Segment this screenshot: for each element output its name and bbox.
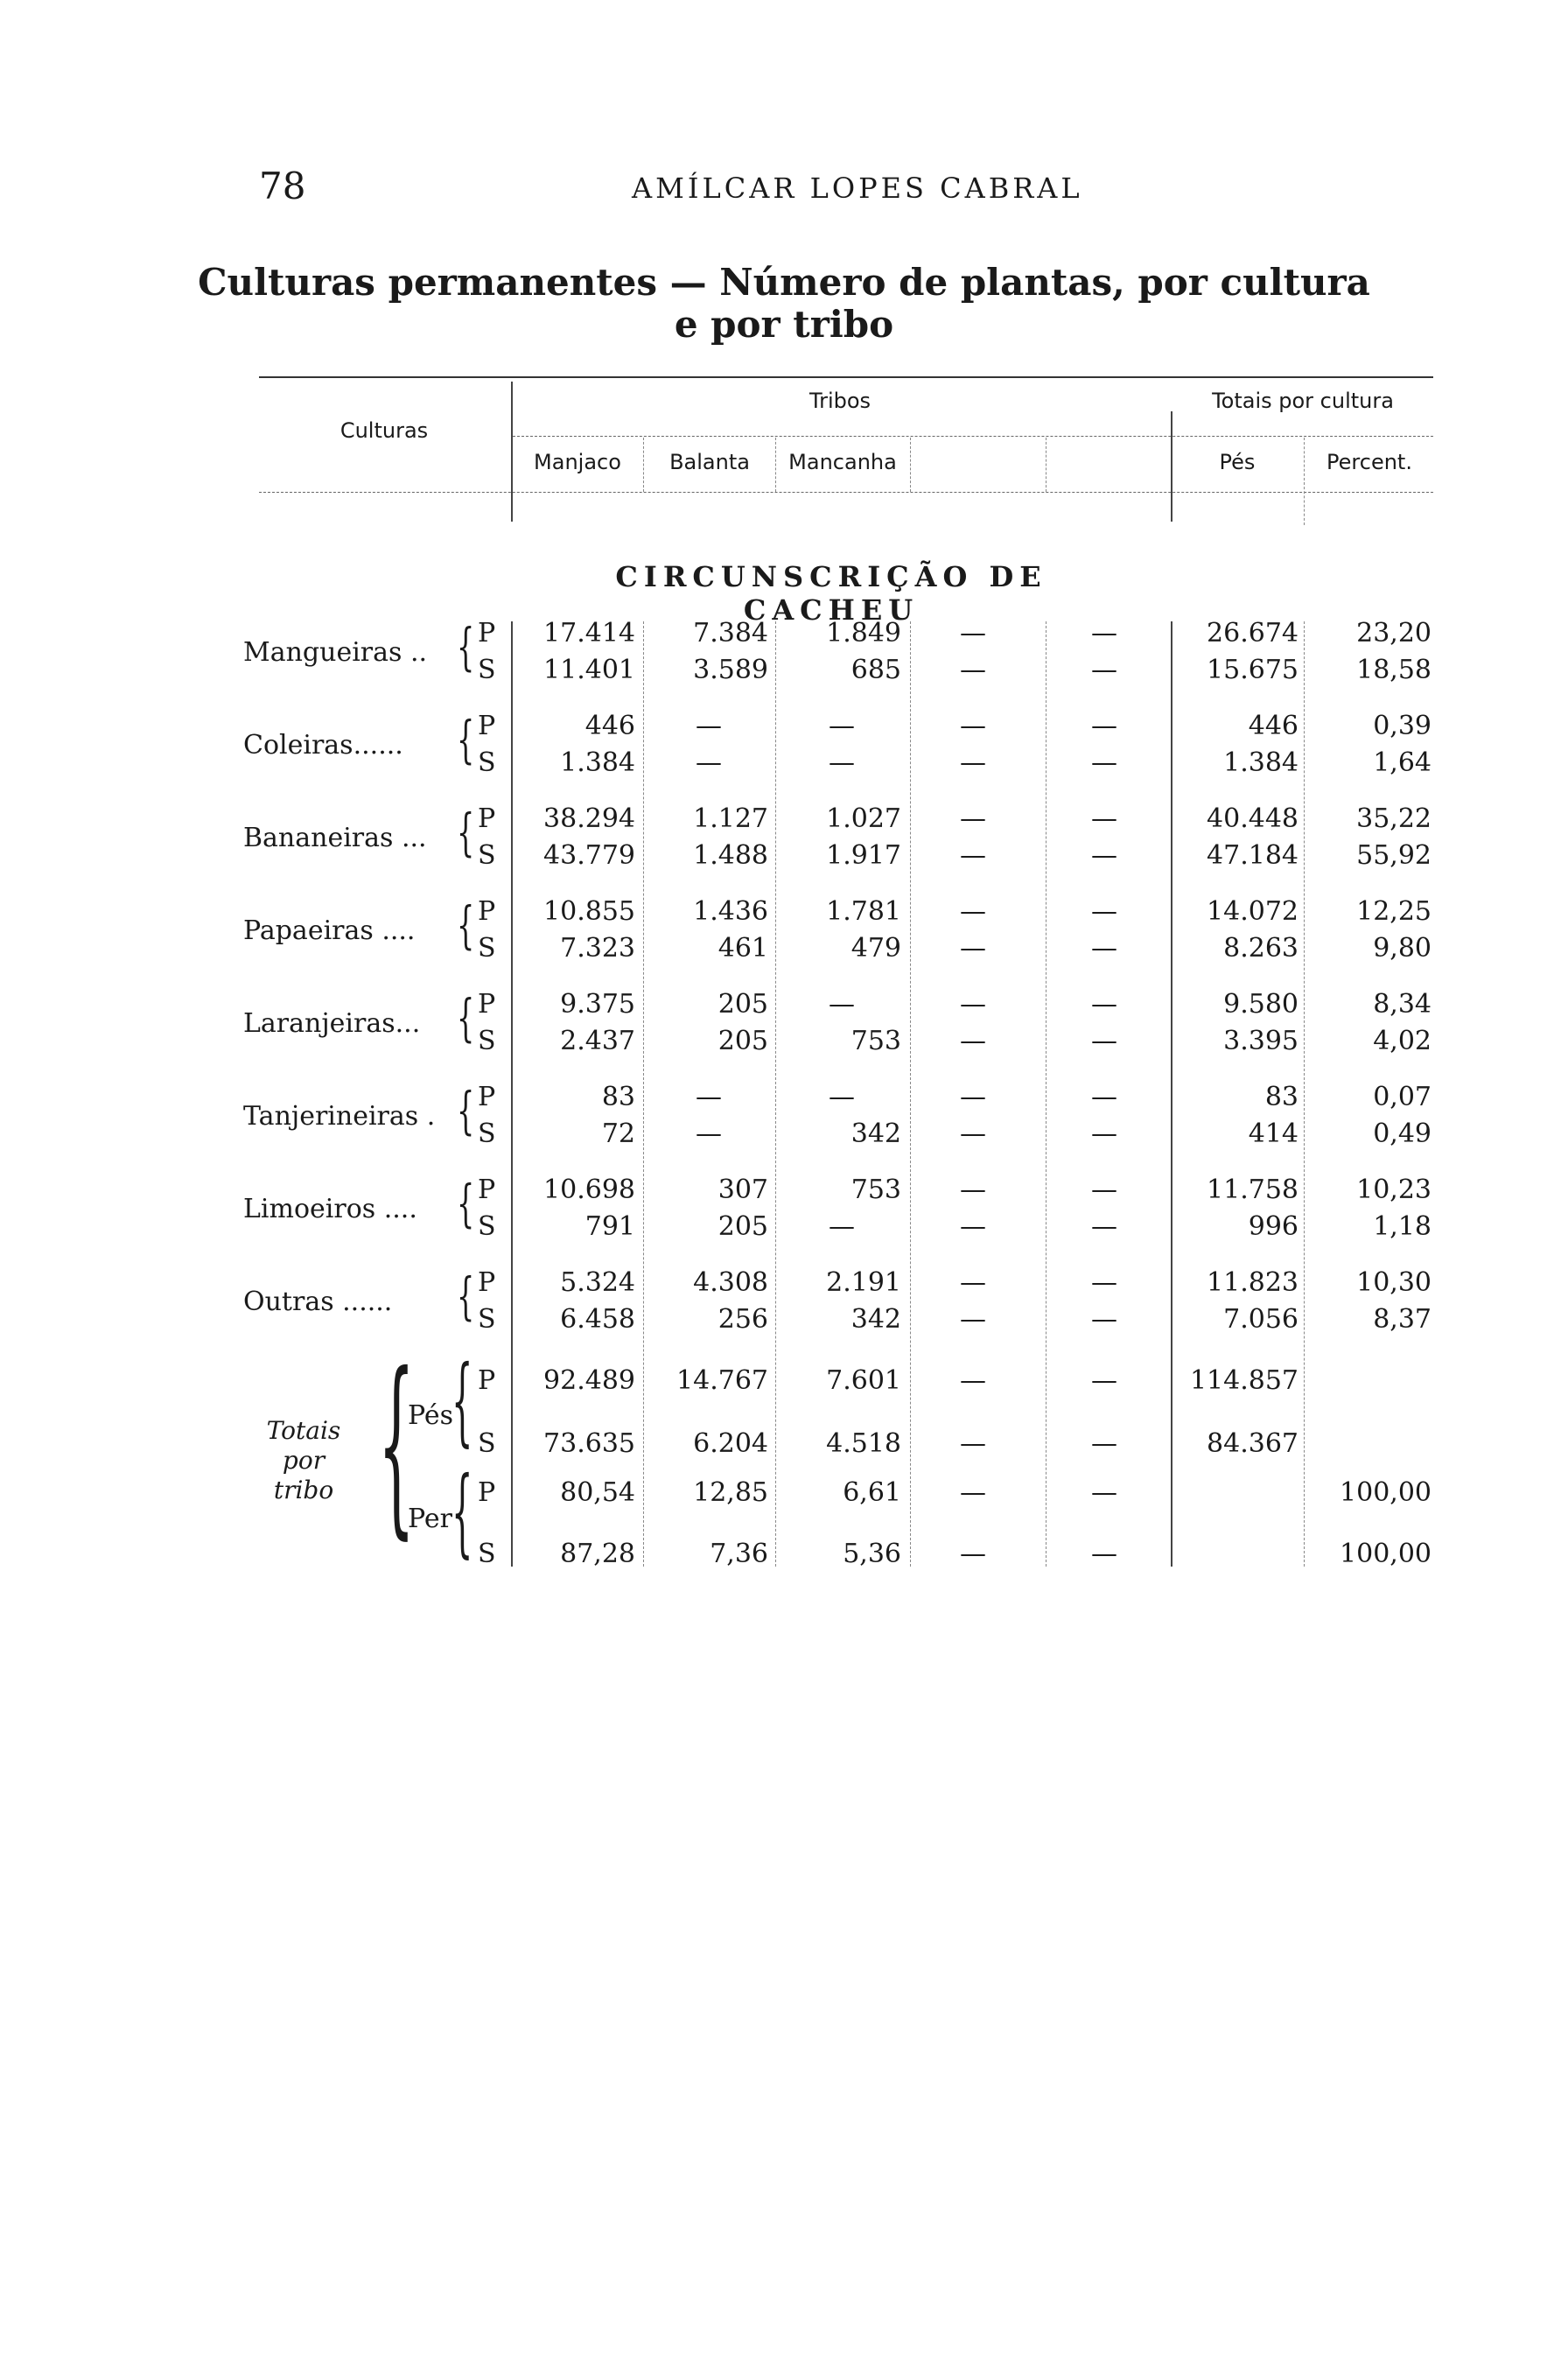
row-s-balanta-cell: 205 [718,1026,768,1056]
row-s-marker: S [478,1211,496,1242]
totals-pes-p-extra-2-cell: — [1091,1365,1117,1396]
row-p-marker: P [478,711,496,741]
row-s-marker: S [478,1026,496,1056]
row-p-extra-2-cell: — [1091,803,1117,834]
table-top-rule [259,376,1433,378]
row-p-balanta-cell: — [696,711,722,741]
row-p-mancanha-cell: — [829,1082,855,1112]
totals-marker: S [478,1539,496,1569]
row-s-total-pes-cell: 47.184 [1207,840,1298,871]
row-s-total-percent-cell: 8,37 [1373,1304,1432,1335]
row-label: Mangueiras .. [243,637,428,668]
row-p-balanta-cell: — [696,1082,722,1112]
row-s-extra-1-cell: — [960,747,986,778]
row-p-balanta-cell: 4.308 [693,1267,768,1298]
header-manjaco: Manjaco [534,450,621,474]
table-title-line-1: Culturas permanentes — Número de plantas, por cultura [198,261,1370,304]
totals-per-p-mancanha-cell: 6,61 [843,1477,901,1508]
totals-per-s-extra-1-cell: — [960,1539,986,1569]
row-p-extra-2-cell: — [1091,618,1117,649]
row-p-marker: P [478,1174,496,1205]
header-mancanha: Mancanha [788,450,897,474]
row-p-extra-2-cell: — [1091,711,1117,741]
totals-per-p-total-percent-cell: 100,00 [1340,1477,1432,1508]
column-divider [910,621,911,1567]
row-s-total-percent-cell: 1,18 [1373,1211,1432,1242]
running-header-author: AMÍLCAR LOPES CABRAL [632,172,1083,205]
row-p-balanta-cell: 307 [718,1174,768,1205]
row-p-total-percent-cell: 35,22 [1356,803,1432,834]
pes-brace: { [452,1344,473,1456]
row-label: Coleiras...... [243,730,403,761]
row-s-extra-1-cell: — [960,1304,986,1335]
row-s-total-pes-cell: 15.675 [1207,655,1298,685]
table-title-line-2: e por tribo [674,303,894,346]
row-s-manjaco-cell: 1.384 [560,747,635,778]
header-percent: Percent. [1326,450,1412,474]
totals-pes-label: Pés [408,1400,453,1431]
row-s-total-pes-cell: 1.384 [1223,747,1298,778]
row-s-manjaco-cell: 7.323 [560,933,635,964]
totals-pes-s-extra-2-cell: — [1091,1428,1117,1459]
row-s-total-percent-cell: 18,58 [1356,655,1432,685]
row-p-manjaco-cell: 10.698 [543,1174,635,1205]
row-p-manjaco-cell: 38.294 [543,803,635,834]
row-p-total-pes-cell: 446 [1248,711,1298,741]
totals-brace: { [378,1332,415,1556]
totals-per-p-balanta-cell: 12,85 [693,1477,768,1508]
row-p-mancanha-cell: 1.781 [826,896,901,927]
header-divider [910,438,911,492]
header-bottom-rule [259,492,1433,493]
row-p-mancanha-cell: 753 [850,1174,901,1205]
row-p-total-percent-cell: 0,07 [1373,1082,1432,1112]
row-s-marker: S [478,747,496,778]
row-s-mancanha-cell: 342 [850,1304,901,1335]
row-s-extra-1-cell: — [960,840,986,871]
totals-marker: P [478,1477,496,1508]
page-number: 78 [259,165,306,207]
row-p-mancanha-cell: — [829,989,855,1020]
header-culturas: Culturas [340,418,429,443]
row-p-mancanha-cell: 2.191 [826,1267,901,1298]
totals-pes-s-total-pes-cell: 84.367 [1207,1428,1298,1459]
totals-marker: P [478,1365,496,1396]
row-label: Bananeiras ... [243,823,427,853]
row-s-mancanha-cell: — [829,747,855,778]
totals-pes-p-balanta-cell: 14.767 [676,1365,768,1396]
row-p-balanta-cell: 7.384 [693,618,768,649]
row-p-mancanha-cell: 1.849 [826,618,901,649]
row-p-balanta-cell: 1.127 [693,803,768,834]
row-s-extra-1-cell: — [960,655,986,685]
row-s-manjaco-cell: 43.779 [543,840,635,871]
totals-pes-p-extra-1-cell: — [960,1365,986,1396]
totals-pes-p-mancanha-cell: 7.601 [826,1365,901,1396]
row-p-manjaco-cell: 17.414 [543,618,635,649]
row-brace: { [457,895,475,955]
row-label: Outras ...... [243,1287,393,1317]
row-brace: { [457,1081,475,1140]
header-tribos: Tribos [808,389,872,413]
totals-per-label: Per [408,1504,452,1534]
row-s-total-pes-cell: 7.056 [1223,1304,1298,1335]
row-p-marker: P [478,1267,496,1298]
row-p-balanta-cell: 1.436 [693,896,768,927]
totals-per-p-manjaco-cell: 80,54 [560,1477,635,1508]
row-p-extra-1-cell: — [960,711,986,741]
row-p-extra-1-cell: — [960,1267,986,1298]
row-p-extra-1-cell: — [960,618,986,649]
row-s-total-percent-cell: 1,64 [1373,747,1432,778]
row-p-marker: P [478,896,496,927]
row-s-total-percent-cell: 4,02 [1373,1026,1432,1056]
row-s-extra-2-cell: — [1091,1304,1117,1335]
row-s-mancanha-cell: 342 [850,1118,901,1149]
row-p-total-pes-cell: 83 [1264,1082,1298,1112]
row-p-total-pes-cell: 26.674 [1207,618,1298,649]
row-brace: { [457,1174,475,1233]
totals-pes-s-extra-1-cell: — [960,1428,986,1459]
column-divider [1171,621,1172,1567]
row-p-extra-2-cell: — [1091,1174,1117,1205]
row-s-total-pes-cell: 996 [1248,1211,1298,1242]
row-s-mancanha-cell: 1.917 [826,840,901,871]
totals-per-s-total-percent-cell: 100,00 [1340,1539,1432,1569]
row-p-manjaco-cell: 5.324 [560,1267,635,1298]
row-p-total-pes-cell: 11.823 [1207,1267,1298,1298]
row-s-mancanha-cell: — [829,1211,855,1242]
column-divider [775,621,776,1567]
row-s-extra-2-cell: — [1091,1211,1117,1242]
row-p-manjaco-cell: 10.855 [543,896,635,927]
row-p-marker: P [478,989,496,1020]
row-p-balanta-cell: 205 [718,989,768,1020]
row-s-total-pes-cell: 3.395 [1223,1026,1298,1056]
row-s-extra-1-cell: — [960,1026,986,1056]
row-s-total-percent-cell: 55,92 [1356,840,1432,871]
row-p-total-percent-cell: 10,23 [1356,1174,1432,1205]
row-p-total-percent-cell: 8,34 [1373,989,1432,1020]
totals-per-s-extra-2-cell: — [1091,1539,1117,1569]
row-s-manjaco-cell: 791 [584,1211,635,1242]
row-p-total-pes-cell: 9.580 [1223,989,1298,1020]
row-p-extra-1-cell: — [960,896,986,927]
totals-pes-s-manjaco-cell: 73.635 [543,1428,635,1459]
header-divider [775,438,776,492]
totals-per-p-extra-2-cell: — [1091,1477,1117,1508]
header-totais: Totais por cultura [1212,389,1394,413]
row-s-balanta-cell: 3.589 [693,655,768,685]
row-p-total-percent-cell: 12,25 [1356,896,1432,927]
per-brace: { [452,1455,473,1567]
row-p-extra-1-cell: — [960,1174,986,1205]
column-divider [1304,621,1305,1567]
row-brace: { [457,617,475,677]
totals-per-s-manjaco-cell: 87,28 [560,1539,635,1569]
row-p-manjaco-cell: 9.375 [560,989,635,1020]
row-p-mancanha-cell: 1.027 [826,803,901,834]
row-s-total-percent-cell: 0,49 [1373,1118,1432,1149]
totals-per-s-balanta-cell: 7,36 [710,1539,768,1569]
row-s-extra-2-cell: — [1091,655,1117,685]
row-s-balanta-cell: — [696,747,722,778]
row-s-marker: S [478,933,496,964]
row-s-extra-2-cell: — [1091,1118,1117,1149]
row-s-manjaco-cell: 11.401 [543,655,635,685]
totals-label-3: tribo [273,1476,334,1504]
totals-label-1: Totais [266,1416,341,1445]
row-s-manjaco-cell: 72 [601,1118,635,1149]
row-p-total-pes-cell: 14.072 [1207,896,1298,927]
row-s-extra-1-cell: — [960,933,986,964]
row-s-manjaco-cell: 2.437 [560,1026,635,1056]
totals-pes-s-mancanha-cell: 4.518 [826,1428,901,1459]
row-label: Tanjerineiras . [243,1101,436,1132]
row-p-extra-2-cell: — [1091,989,1117,1020]
totals-marker: S [478,1428,496,1459]
row-p-total-percent-cell: 10,30 [1356,1267,1432,1298]
row-p-marker: P [478,618,496,649]
row-s-mancanha-cell: 685 [850,655,901,685]
row-s-marker: S [478,655,496,685]
row-s-marker: S [478,840,496,871]
totals-per-s-mancanha-cell: 5,36 [843,1539,901,1569]
row-p-extra-2-cell: — [1091,1082,1117,1112]
row-p-mancanha-cell: — [829,711,855,741]
row-s-extra-2-cell: — [1091,747,1117,778]
totals-pes-s-balanta-cell: 6.204 [693,1428,768,1459]
section-heading: CIRCUNSCRIÇÃO DE CACHEU [615,560,1047,627]
row-s-total-pes-cell: 414 [1248,1118,1298,1149]
row-s-mancanha-cell: 753 [850,1026,901,1056]
row-s-mancanha-cell: 479 [850,933,901,964]
row-p-total-percent-cell: 23,20 [1356,618,1432,649]
row-label: Limoeiros .... [243,1194,417,1224]
totals-pes-p-manjaco-cell: 92.489 [543,1365,635,1396]
row-label: Papaeiras .... [243,915,416,946]
row-s-extra-2-cell: — [1091,840,1117,871]
row-p-manjaco-cell: 446 [584,711,635,741]
row-p-extra-1-cell: — [960,1082,986,1112]
row-p-total-pes-cell: 11.758 [1207,1174,1298,1205]
row-p-total-percent-cell: 0,39 [1373,711,1432,741]
row-p-marker: P [478,1082,496,1112]
row-p-marker: P [478,803,496,834]
row-brace: { [457,803,475,862]
row-s-extra-2-cell: — [1091,1026,1117,1056]
row-s-balanta-cell: 461 [718,933,768,964]
subheader-rule [513,436,1433,437]
row-s-extra-1-cell: — [960,1211,986,1242]
header-divider [643,438,644,492]
row-s-extra-1-cell: — [960,1118,986,1149]
row-label: Laranjeiras... [243,1008,421,1039]
header-balanta: Balanta [669,450,750,474]
row-p-manjaco-cell: 83 [601,1082,635,1112]
row-brace: { [457,988,475,1048]
row-brace: { [457,710,475,769]
row-p-extra-2-cell: — [1091,896,1117,927]
row-p-total-pes-cell: 40.448 [1207,803,1298,834]
row-s-balanta-cell: 256 [718,1304,768,1335]
row-s-marker: S [478,1118,496,1149]
row-s-balanta-cell: — [696,1118,722,1149]
row-s-extra-2-cell: — [1091,933,1117,964]
row-s-balanta-cell: 205 [718,1211,768,1242]
row-p-extra-1-cell: — [960,989,986,1020]
row-s-balanta-cell: 1.488 [693,840,768,871]
row-s-total-pes-cell: 8.263 [1223,933,1298,964]
row-s-total-percent-cell: 9,80 [1373,933,1432,964]
row-s-manjaco-cell: 6.458 [560,1304,635,1335]
header-pes: Pés [1219,450,1256,474]
row-brace: { [457,1266,475,1326]
header-divider [1304,438,1305,525]
row-p-extra-2-cell: — [1091,1267,1117,1298]
totals-label-2: por [282,1446,326,1475]
column-divider [643,621,644,1567]
row-s-marker: S [478,1304,496,1335]
totals-pes-p-total-pes-cell: 114.857 [1189,1365,1298,1396]
row-p-extra-1-cell: — [960,803,986,834]
totals-per-p-extra-1-cell: — [960,1477,986,1508]
